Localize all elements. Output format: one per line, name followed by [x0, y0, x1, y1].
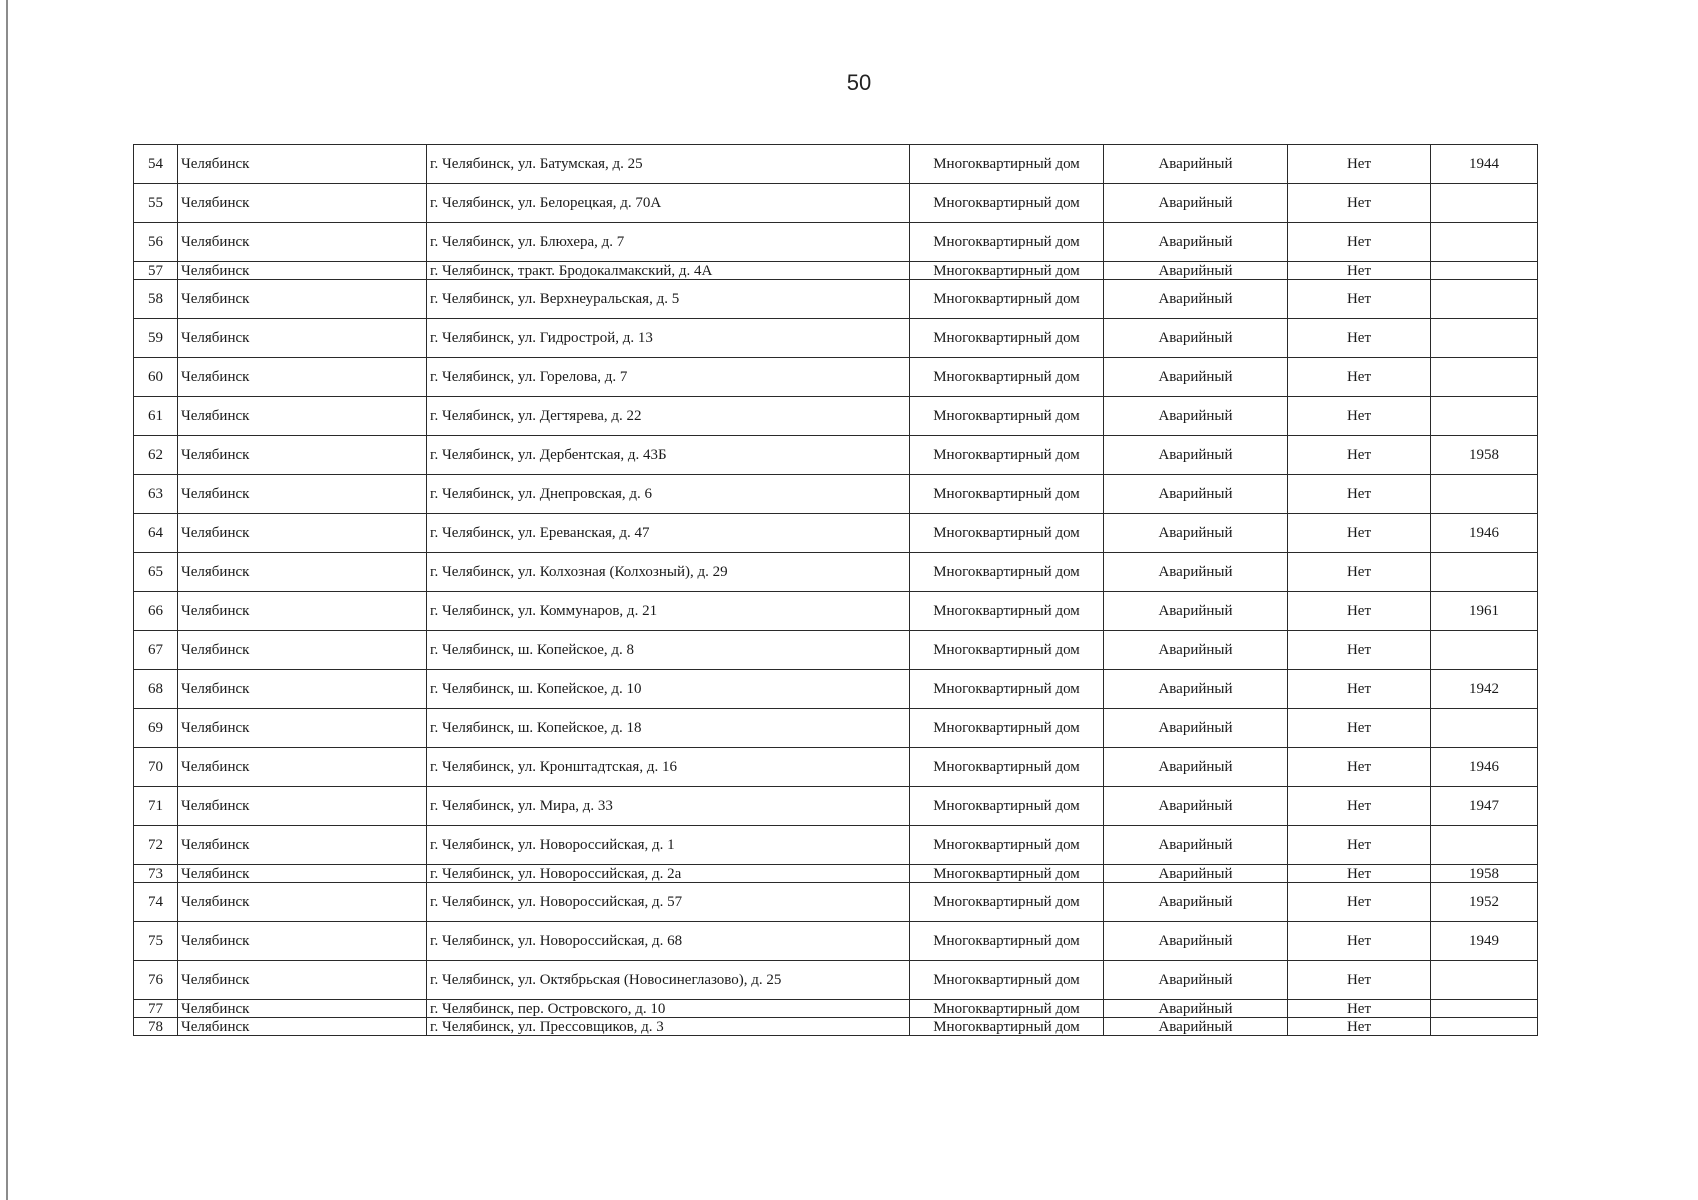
address-cell: г. Челябинск, тракт. Бродокалмакский, д. 4А: [427, 262, 910, 280]
row-number: 55: [134, 184, 178, 223]
address-cell: г. Челябинск, ул. Прессовщиков, д. 3: [427, 1018, 910, 1036]
year-cell: [1431, 1000, 1538, 1018]
city-cell: Челябинск: [178, 514, 427, 553]
row-number: 64: [134, 514, 178, 553]
address-cell: г. Челябинск, пер. Островского, д. 10: [427, 1000, 910, 1018]
condition-cell: Аварийный: [1104, 223, 1288, 262]
flag-cell: Нет: [1288, 397, 1431, 436]
city-cell: Челябинск: [178, 787, 427, 826]
building-type-cell: Многоквартирный дом: [910, 553, 1104, 592]
city-cell: Челябинск: [178, 865, 427, 883]
city-cell: Челябинск: [178, 223, 427, 262]
building-type-cell: Многоквартирный дом: [910, 883, 1104, 922]
year-cell: 1944: [1431, 145, 1538, 184]
row-number: 58: [134, 280, 178, 319]
city-cell: Челябинск: [178, 436, 427, 475]
flag-cell: Нет: [1288, 826, 1431, 865]
flag-cell: Нет: [1288, 280, 1431, 319]
table-row: [134, 1018, 1538, 1036]
address-cell: г. Челябинск, ул. Колхозная (Колхозный), д. 29: [427, 553, 910, 592]
condition-cell: Аварийный: [1104, 319, 1288, 358]
city-cell: Челябинск: [178, 280, 427, 319]
building-type-cell: Многоквартирный дом: [910, 826, 1104, 865]
building-type-cell: Многоквартирный дом: [910, 922, 1104, 961]
building-type-cell: Многоквартирный дом: [910, 1018, 1104, 1036]
address-cell: г. Челябинск, ул. Белорецкая, д. 70А: [427, 184, 910, 223]
year-cell: [1431, 358, 1538, 397]
year-cell: 1947: [1431, 787, 1538, 826]
address-cell: г. Челябинск, ул. Дербентская, д. 43Б: [427, 436, 910, 475]
address-cell: г. Челябинск, ул. Блюхера, д. 7: [427, 223, 910, 262]
row-number: 60: [134, 358, 178, 397]
building-type-cell: Многоквартирный дом: [910, 592, 1104, 631]
condition-cell: Аварийный: [1104, 670, 1288, 709]
table-body: [134, 145, 1538, 1036]
table-row: [134, 748, 1538, 787]
city-cell: Челябинск: [178, 592, 427, 631]
row-number: 72: [134, 826, 178, 865]
city-cell: Челябинск: [178, 262, 427, 280]
flag-cell: Нет: [1288, 961, 1431, 1000]
condition-cell: Аварийный: [1104, 865, 1288, 883]
address-cell: г. Челябинск, ул. Днепровская, д. 6: [427, 475, 910, 514]
row-number: 68: [134, 670, 178, 709]
address-cell: г. Челябинск, ул. Дегтярева, д. 22: [427, 397, 910, 436]
flag-cell: Нет: [1288, 145, 1431, 184]
condition-cell: Аварийный: [1104, 262, 1288, 280]
address-cell: г. Челябинск, ул. Горелова, д. 7: [427, 358, 910, 397]
city-cell: Челябинск: [178, 1000, 427, 1018]
flag-cell: Нет: [1288, 748, 1431, 787]
year-cell: 1958: [1431, 865, 1538, 883]
condition-cell: Аварийный: [1104, 709, 1288, 748]
year-cell: [1431, 709, 1538, 748]
table-row: [134, 592, 1538, 631]
table-row: [134, 145, 1538, 184]
year-cell: [1431, 1018, 1538, 1036]
building-type-cell: Многоквартирный дом: [910, 223, 1104, 262]
condition-cell: Аварийный: [1104, 475, 1288, 514]
city-cell: Челябинск: [178, 319, 427, 358]
flag-cell: Нет: [1288, 670, 1431, 709]
flag-cell: Нет: [1288, 514, 1431, 553]
address-cell: г. Челябинск, ул. Верхнеуральская, д. 5: [427, 280, 910, 319]
row-number: 73: [134, 865, 178, 883]
table-row: [134, 787, 1538, 826]
row-number: 61: [134, 397, 178, 436]
table-row: [134, 397, 1538, 436]
table-row: [134, 631, 1538, 670]
table-row: [134, 709, 1538, 748]
table-row: [134, 553, 1538, 592]
year-cell: 1946: [1431, 514, 1538, 553]
table-row: [134, 514, 1538, 553]
row-number: 57: [134, 262, 178, 280]
condition-cell: Аварийный: [1104, 961, 1288, 1000]
condition-cell: Аварийный: [1104, 748, 1288, 787]
year-cell: [1431, 826, 1538, 865]
row-number: 62: [134, 436, 178, 475]
building-type-cell: Многоквартирный дом: [910, 319, 1104, 358]
table-row: [134, 280, 1538, 319]
flag-cell: Нет: [1288, 922, 1431, 961]
address-cell: г. Челябинск, ул. Коммунаров, д. 21: [427, 592, 910, 631]
condition-cell: Аварийный: [1104, 514, 1288, 553]
building-type-cell: Многоквартирный дом: [910, 670, 1104, 709]
table-row: [134, 475, 1538, 514]
flag-cell: Нет: [1288, 865, 1431, 883]
building-type-cell: Многоквартирный дом: [910, 397, 1104, 436]
building-type-cell: Многоквартирный дом: [910, 865, 1104, 883]
row-number: 54: [134, 145, 178, 184]
row-number: 71: [134, 787, 178, 826]
row-number: 74: [134, 883, 178, 922]
condition-cell: Аварийный: [1104, 592, 1288, 631]
building-type-cell: Многоквартирный дом: [910, 748, 1104, 787]
city-cell: Челябинск: [178, 397, 427, 436]
year-cell: 1961: [1431, 592, 1538, 631]
row-number: 75: [134, 922, 178, 961]
building-type-cell: Многоквартирный дом: [910, 961, 1104, 1000]
year-cell: [1431, 961, 1538, 1000]
building-type-cell: Многоквартирный дом: [910, 475, 1104, 514]
table-row: [134, 922, 1538, 961]
row-number: 76: [134, 961, 178, 1000]
flag-cell: Нет: [1288, 184, 1431, 223]
flag-cell: Нет: [1288, 631, 1431, 670]
condition-cell: Аварийный: [1104, 280, 1288, 319]
building-type-cell: Многоквартирный дом: [910, 709, 1104, 748]
table-row: [134, 358, 1538, 397]
row-number: 78: [134, 1018, 178, 1036]
table-row: [134, 262, 1538, 280]
condition-cell: Аварийный: [1104, 883, 1288, 922]
city-cell: Челябинск: [178, 145, 427, 184]
flag-cell: Нет: [1288, 262, 1431, 280]
table-row: [134, 184, 1538, 223]
year-cell: [1431, 280, 1538, 319]
city-cell: Челябинск: [178, 961, 427, 1000]
table-row: [134, 865, 1538, 883]
housing-table: [133, 144, 1538, 1036]
address-cell: г. Челябинск, ул. Новороссийская, д. 57: [427, 883, 910, 922]
address-cell: г. Челябинск, ш. Копейское, д. 10: [427, 670, 910, 709]
row-number: 70: [134, 748, 178, 787]
condition-cell: Аварийный: [1104, 358, 1288, 397]
table-row: [134, 1000, 1538, 1018]
year-cell: 1942: [1431, 670, 1538, 709]
page-edge: [6, 0, 8, 1200]
address-cell: г. Челябинск, ул. Новороссийская, д. 68: [427, 922, 910, 961]
condition-cell: Аварийный: [1104, 145, 1288, 184]
table-row: [134, 436, 1538, 475]
city-cell: Челябинск: [178, 709, 427, 748]
year-cell: [1431, 553, 1538, 592]
condition-cell: Аварийный: [1104, 922, 1288, 961]
row-number: 56: [134, 223, 178, 262]
flag-cell: Нет: [1288, 319, 1431, 358]
flag-cell: Нет: [1288, 1000, 1431, 1018]
city-cell: Челябинск: [178, 475, 427, 514]
flag-cell: Нет: [1288, 709, 1431, 748]
year-cell: [1431, 223, 1538, 262]
address-cell: г. Челябинск, ул. Батумская, д. 25: [427, 145, 910, 184]
year-cell: 1952: [1431, 883, 1538, 922]
building-type-cell: Многоквартирный дом: [910, 145, 1104, 184]
row-number: 66: [134, 592, 178, 631]
building-type-cell: Многоквартирный дом: [910, 184, 1104, 223]
building-type-cell: Многоквартирный дом: [910, 262, 1104, 280]
building-type-cell: Многоквартирный дом: [910, 514, 1104, 553]
building-type-cell: Многоквартирный дом: [910, 358, 1104, 397]
building-type-cell: Многоквартирный дом: [910, 1000, 1104, 1018]
address-cell: г. Челябинск, ул. Мира, д. 33: [427, 787, 910, 826]
city-cell: Челябинск: [178, 631, 427, 670]
flag-cell: Нет: [1288, 1018, 1431, 1036]
table-row: [134, 223, 1538, 262]
year-cell: [1431, 397, 1538, 436]
condition-cell: Аварийный: [1104, 1018, 1288, 1036]
year-cell: [1431, 184, 1538, 223]
building-type-cell: Многоквартирный дом: [910, 787, 1104, 826]
condition-cell: Аварийный: [1104, 436, 1288, 475]
building-type-cell: Многоквартирный дом: [910, 631, 1104, 670]
city-cell: Челябинск: [178, 1018, 427, 1036]
flag-cell: Нет: [1288, 883, 1431, 922]
condition-cell: Аварийный: [1104, 631, 1288, 670]
condition-cell: Аварийный: [1104, 184, 1288, 223]
flag-cell: Нет: [1288, 358, 1431, 397]
flag-cell: Нет: [1288, 475, 1431, 514]
flag-cell: Нет: [1288, 553, 1431, 592]
year-cell: 1946: [1431, 748, 1538, 787]
city-cell: Челябинск: [178, 184, 427, 223]
address-cell: г. Челябинск, ул. Ереванская, д. 47: [427, 514, 910, 553]
address-cell: г. Челябинск, ш. Копейское, д. 18: [427, 709, 910, 748]
row-number: 69: [134, 709, 178, 748]
city-cell: Челябинск: [178, 748, 427, 787]
row-number: 67: [134, 631, 178, 670]
condition-cell: Аварийный: [1104, 826, 1288, 865]
table-row: [134, 826, 1538, 865]
address-cell: г. Челябинск, ш. Копейское, д. 8: [427, 631, 910, 670]
table-row: [134, 961, 1538, 1000]
condition-cell: Аварийный: [1104, 553, 1288, 592]
address-cell: г. Челябинск, ул. Октябрьская (Новосинеглазово), д. 25: [427, 961, 910, 1000]
year-cell: 1958: [1431, 436, 1538, 475]
condition-cell: Аварийный: [1104, 1000, 1288, 1018]
table-row: [134, 319, 1538, 358]
address-cell: г. Челябинск, ул. Кронштадтская, д. 16: [427, 748, 910, 787]
table-row: [134, 670, 1538, 709]
row-number: 65: [134, 553, 178, 592]
address-cell: г. Челябинск, ул. Новороссийская, д. 1: [427, 826, 910, 865]
row-number: 77: [134, 1000, 178, 1018]
year-cell: [1431, 631, 1538, 670]
row-number: 59: [134, 319, 178, 358]
address-cell: г. Челябинск, ул. Новороссийская, д. 2а: [427, 865, 910, 883]
city-cell: Челябинск: [178, 358, 427, 397]
year-cell: [1431, 475, 1538, 514]
row-number: 63: [134, 475, 178, 514]
year-cell: 1949: [1431, 922, 1538, 961]
condition-cell: Аварийный: [1104, 397, 1288, 436]
flag-cell: Нет: [1288, 787, 1431, 826]
building-type-cell: Многоквартирный дом: [910, 280, 1104, 319]
city-cell: Челябинск: [178, 883, 427, 922]
city-cell: Челябинск: [178, 826, 427, 865]
year-cell: [1431, 262, 1538, 280]
flag-cell: Нет: [1288, 223, 1431, 262]
flag-cell: Нет: [1288, 436, 1431, 475]
page-number: 50: [846, 70, 872, 95]
city-cell: Челябинск: [178, 670, 427, 709]
address-cell: г. Челябинск, ул. Гидрострой, д. 13: [427, 319, 910, 358]
building-type-cell: Многоквартирный дом: [910, 436, 1104, 475]
city-cell: Челябинск: [178, 922, 427, 961]
city-cell: Челябинск: [178, 553, 427, 592]
condition-cell: Аварийный: [1104, 787, 1288, 826]
flag-cell: Нет: [1288, 592, 1431, 631]
table-row: [134, 883, 1538, 922]
year-cell: [1431, 319, 1538, 358]
